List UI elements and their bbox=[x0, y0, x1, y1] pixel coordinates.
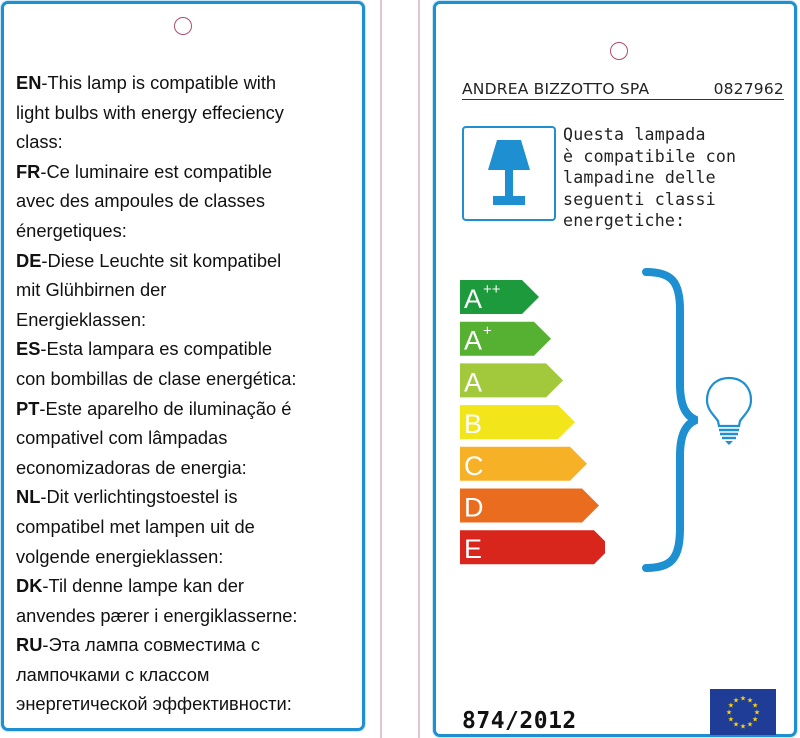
regulation-number: 874/2012 bbox=[462, 708, 577, 734]
eu-star-icon: ★ bbox=[746, 696, 754, 705]
energy-class-7 bbox=[460, 530, 605, 564]
lang-line bbox=[16, 98, 361, 128]
cut-line-left bbox=[380, 0, 382, 738]
eu-star-icon: ★ bbox=[727, 715, 735, 724]
energy-class-letter: E bbox=[464, 534, 483, 565]
lang-line bbox=[16, 512, 361, 542]
lang-line-text: volgende energieklassen: bbox=[16, 545, 224, 567]
energy-class-superscript: ++ bbox=[483, 281, 501, 298]
lang-block-pt bbox=[16, 394, 361, 483]
lang-code: DE bbox=[16, 249, 42, 271]
energy-class-5 bbox=[460, 447, 587, 481]
company-name: ANDREA BIZZOTTO SPA bbox=[462, 80, 650, 98]
lang-line bbox=[16, 216, 361, 246]
lang-line bbox=[16, 394, 361, 424]
lang-block-nl bbox=[16, 482, 361, 571]
italian-line: Questa lampada bbox=[563, 125, 706, 144]
lang-block-de bbox=[16, 246, 361, 335]
lang-line-text: Energieklassen: bbox=[16, 308, 147, 330]
lang-line bbox=[16, 275, 361, 305]
lamp-icon-box bbox=[462, 126, 556, 221]
lang-line-text: -Esta lampara es compatible bbox=[40, 338, 273, 360]
lang-line-text: avec des ampoules de classes bbox=[16, 190, 265, 212]
lang-line bbox=[16, 157, 361, 187]
lang-line-text: -Este aparelho de iluminação é bbox=[39, 397, 292, 419]
table-lamp-icon bbox=[464, 128, 554, 219]
cut-line-right bbox=[418, 0, 420, 738]
lang-code: FR bbox=[16, 160, 41, 182]
eu-star-icon: ★ bbox=[753, 708, 761, 717]
energy-class-superscript: + bbox=[483, 322, 492, 340]
lang-block-fr bbox=[16, 157, 361, 246]
lang-line bbox=[16, 68, 361, 98]
lang-line bbox=[16, 423, 361, 453]
energy-class-letter: C bbox=[464, 450, 484, 481]
lang-code: PT bbox=[16, 397, 40, 419]
lang-line bbox=[16, 305, 361, 335]
lang-line-text: -This lamp is compatible with bbox=[41, 72, 277, 93]
energy-label-card bbox=[433, 1, 797, 737]
curly-bracket-icon bbox=[638, 266, 698, 576]
eu-star-icon: ★ bbox=[727, 701, 735, 710]
lang-line-text: -Эта лампа совместима с bbox=[42, 634, 261, 656]
lang-block-dk bbox=[16, 571, 361, 630]
lang-line-text: -Til denne lampe kan der bbox=[42, 575, 244, 597]
lang-line-text: mit Glühbirnen der bbox=[16, 279, 167, 301]
lang-line-text: -Dit verlichtingstoestel is bbox=[40, 486, 238, 508]
lang-line bbox=[16, 482, 361, 512]
lang-block-en bbox=[16, 68, 361, 157]
eu-star-icon: ★ bbox=[751, 701, 759, 710]
lang-line-text: light bulbs with energy effeciency bbox=[16, 101, 284, 123]
energy-class-6 bbox=[460, 489, 599, 523]
lang-line bbox=[16, 660, 361, 690]
lang-line-text: economizadoras de energia: bbox=[16, 456, 247, 478]
lang-block-es bbox=[16, 334, 361, 393]
italian-line: energetiche: bbox=[563, 211, 686, 230]
hanging-hole bbox=[174, 17, 192, 35]
lang-line bbox=[16, 542, 361, 572]
lang-line-text: лампочками с классом bbox=[16, 663, 210, 685]
lang-line-text: con bombillas de clase energética: bbox=[16, 367, 297, 389]
eu-star-icon: ★ bbox=[739, 694, 747, 703]
lang-line-text: энергетической эффективности: bbox=[16, 693, 292, 715]
multilingual-text bbox=[16, 68, 361, 719]
lang-line bbox=[16, 127, 361, 157]
lang-code: DK bbox=[16, 575, 43, 597]
lang-code: NL bbox=[16, 486, 41, 508]
energy-class-3 bbox=[460, 363, 563, 397]
italian-text bbox=[563, 124, 793, 232]
energy-class-letter: D bbox=[464, 492, 484, 523]
italian-line: è compatibile con bbox=[563, 146, 737, 166]
lang-line-text: class: bbox=[16, 131, 63, 153]
lang-line bbox=[16, 186, 361, 216]
energy-class-letter: A bbox=[464, 367, 483, 398]
multilingual-info-card bbox=[1, 1, 365, 731]
company-row bbox=[462, 80, 784, 100]
italian-line: seguenti classi bbox=[563, 189, 716, 209]
energy-class-letter: A bbox=[464, 325, 483, 356]
lang-line bbox=[16, 689, 361, 719]
lang-block-ru bbox=[16, 630, 361, 719]
lang-line bbox=[16, 364, 361, 394]
lang-line bbox=[16, 571, 361, 601]
lang-line bbox=[16, 246, 361, 276]
energy-class-letter: A bbox=[464, 284, 483, 314]
eu-flag-icon bbox=[710, 689, 776, 735]
eu-star-icon: ★ bbox=[739, 722, 747, 731]
lang-code: EN bbox=[16, 72, 42, 93]
energy-class-letter: B bbox=[464, 409, 483, 440]
lang-line-text: -Ce luminaire est compatible bbox=[40, 160, 273, 182]
eu-star-icon: ★ bbox=[732, 696, 740, 705]
lang-line bbox=[16, 453, 361, 483]
energy-class-2 bbox=[460, 322, 551, 356]
lang-line-text: anvendes pærer i energiklasserne: bbox=[16, 604, 298, 626]
lang-line bbox=[16, 334, 361, 364]
lang-line bbox=[16, 630, 361, 660]
eu-star-icon: ★ bbox=[732, 720, 740, 729]
lang-line-text: énergetiques: bbox=[16, 219, 127, 241]
energy-class-1 bbox=[460, 280, 539, 314]
hanging-hole bbox=[610, 42, 628, 60]
lang-line-text: compativel com lâmpadas bbox=[16, 427, 228, 449]
lang-code: ES bbox=[16, 338, 41, 360]
lang-line-text: compatibel met lampen uit de bbox=[16, 515, 255, 537]
energy-class-4 bbox=[460, 405, 575, 439]
eu-star-icon: ★ bbox=[725, 708, 733, 717]
eu-star-icon: ★ bbox=[751, 715, 759, 724]
light-bulb-icon bbox=[704, 374, 754, 446]
energy-class-scale bbox=[460, 280, 605, 580]
product-code: 0827962 bbox=[713, 80, 784, 98]
italian-line: lampadine delle bbox=[563, 168, 716, 187]
lang-code: RU bbox=[16, 634, 43, 656]
eu-star-icon: ★ bbox=[746, 720, 754, 729]
lang-line bbox=[16, 601, 361, 631]
lang-line-text: -Diese Leuchte sit kompatibel bbox=[41, 249, 282, 271]
